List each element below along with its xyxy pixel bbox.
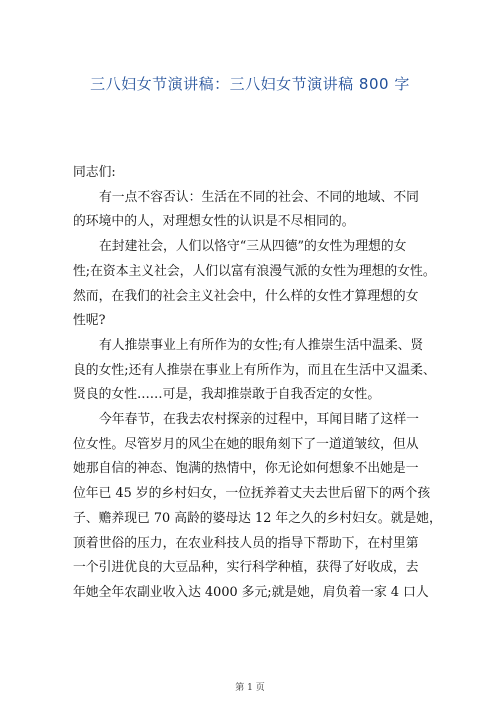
- paragraph-line: 顶着世俗的压力，在农业科技人员的指导下帮助下，在村里第: [73, 535, 419, 551]
- paragraph-line: 一个引进优良的大豆品种，实行科学种植，获得了好收成，去: [73, 560, 419, 576]
- paragraph-line: 子、赡养现已 70 高龄的婆母达 12 年之久的乡村妇女。就是她，: [73, 510, 442, 526]
- paragraph-line: 今年春节，在我去农村探亲的过程中，耳闻目睹了这样一: [99, 412, 419, 428]
- paragraph-line: 的环境中的人，对理想女性的认识是不尽相同的。: [73, 214, 355, 230]
- paragraph-line: 然而，在我们的社会主义社会中，什么样的女性才算理想的女: [73, 288, 419, 304]
- paragraph-line: 良的女性;还有人推崇在事业上有所作为，而且在生活中又温柔、: [73, 362, 436, 378]
- paragraph-line: 贤良的女性……可是，我却推崇敢于自我否定的女性。: [73, 387, 381, 403]
- salutation-text: 同志们:: [73, 165, 116, 180]
- paragraph-line: 性;在资本主义社会，人们以富有浪漫气派的女性为理想的女性。: [73, 263, 436, 279]
- page-number: 第 1 页: [235, 683, 265, 693]
- paragraph-line: 有人推崇事业上有所作为的女性;有人推崇生活中温柔、贤: [99, 337, 424, 353]
- paragraph-line: 她那自信的神态、饱满的热情中，你无论如何想象不出她是一: [73, 461, 419, 477]
- salutation: [73, 161, 431, 186]
- paragraph: [73, 334, 436, 408]
- paragraph: [73, 235, 436, 334]
- paragraph: [73, 408, 442, 606]
- paragraph-line: 位女性。尽管岁月的风尘在她的眼角刻下了一道道皱纹，但从: [73, 436, 419, 452]
- paragraph: [73, 186, 431, 235]
- paragraph-line: 在封建社会，人们以恪守“三从四德”的女性为理想的女: [99, 239, 407, 255]
- paragraph-line: 年她全年农副业收入达 4000 多元;就是她，肩负着一家 4 口人: [73, 584, 429, 600]
- paragraph-line: 有一点不容否认：生活在不同的社会、不同的地域、不同: [99, 189, 419, 205]
- paragraph-line: 位年已 45 岁的乡村妇女，一位抚养着丈夫去世后留下的两个孩: [73, 486, 431, 502]
- document-body: [73, 161, 442, 606]
- document-title: 三八妇女节演讲稿：三八妇女节演讲稿 800 字: [90, 75, 410, 93]
- paragraph-line: 性呢?: [73, 313, 106, 329]
